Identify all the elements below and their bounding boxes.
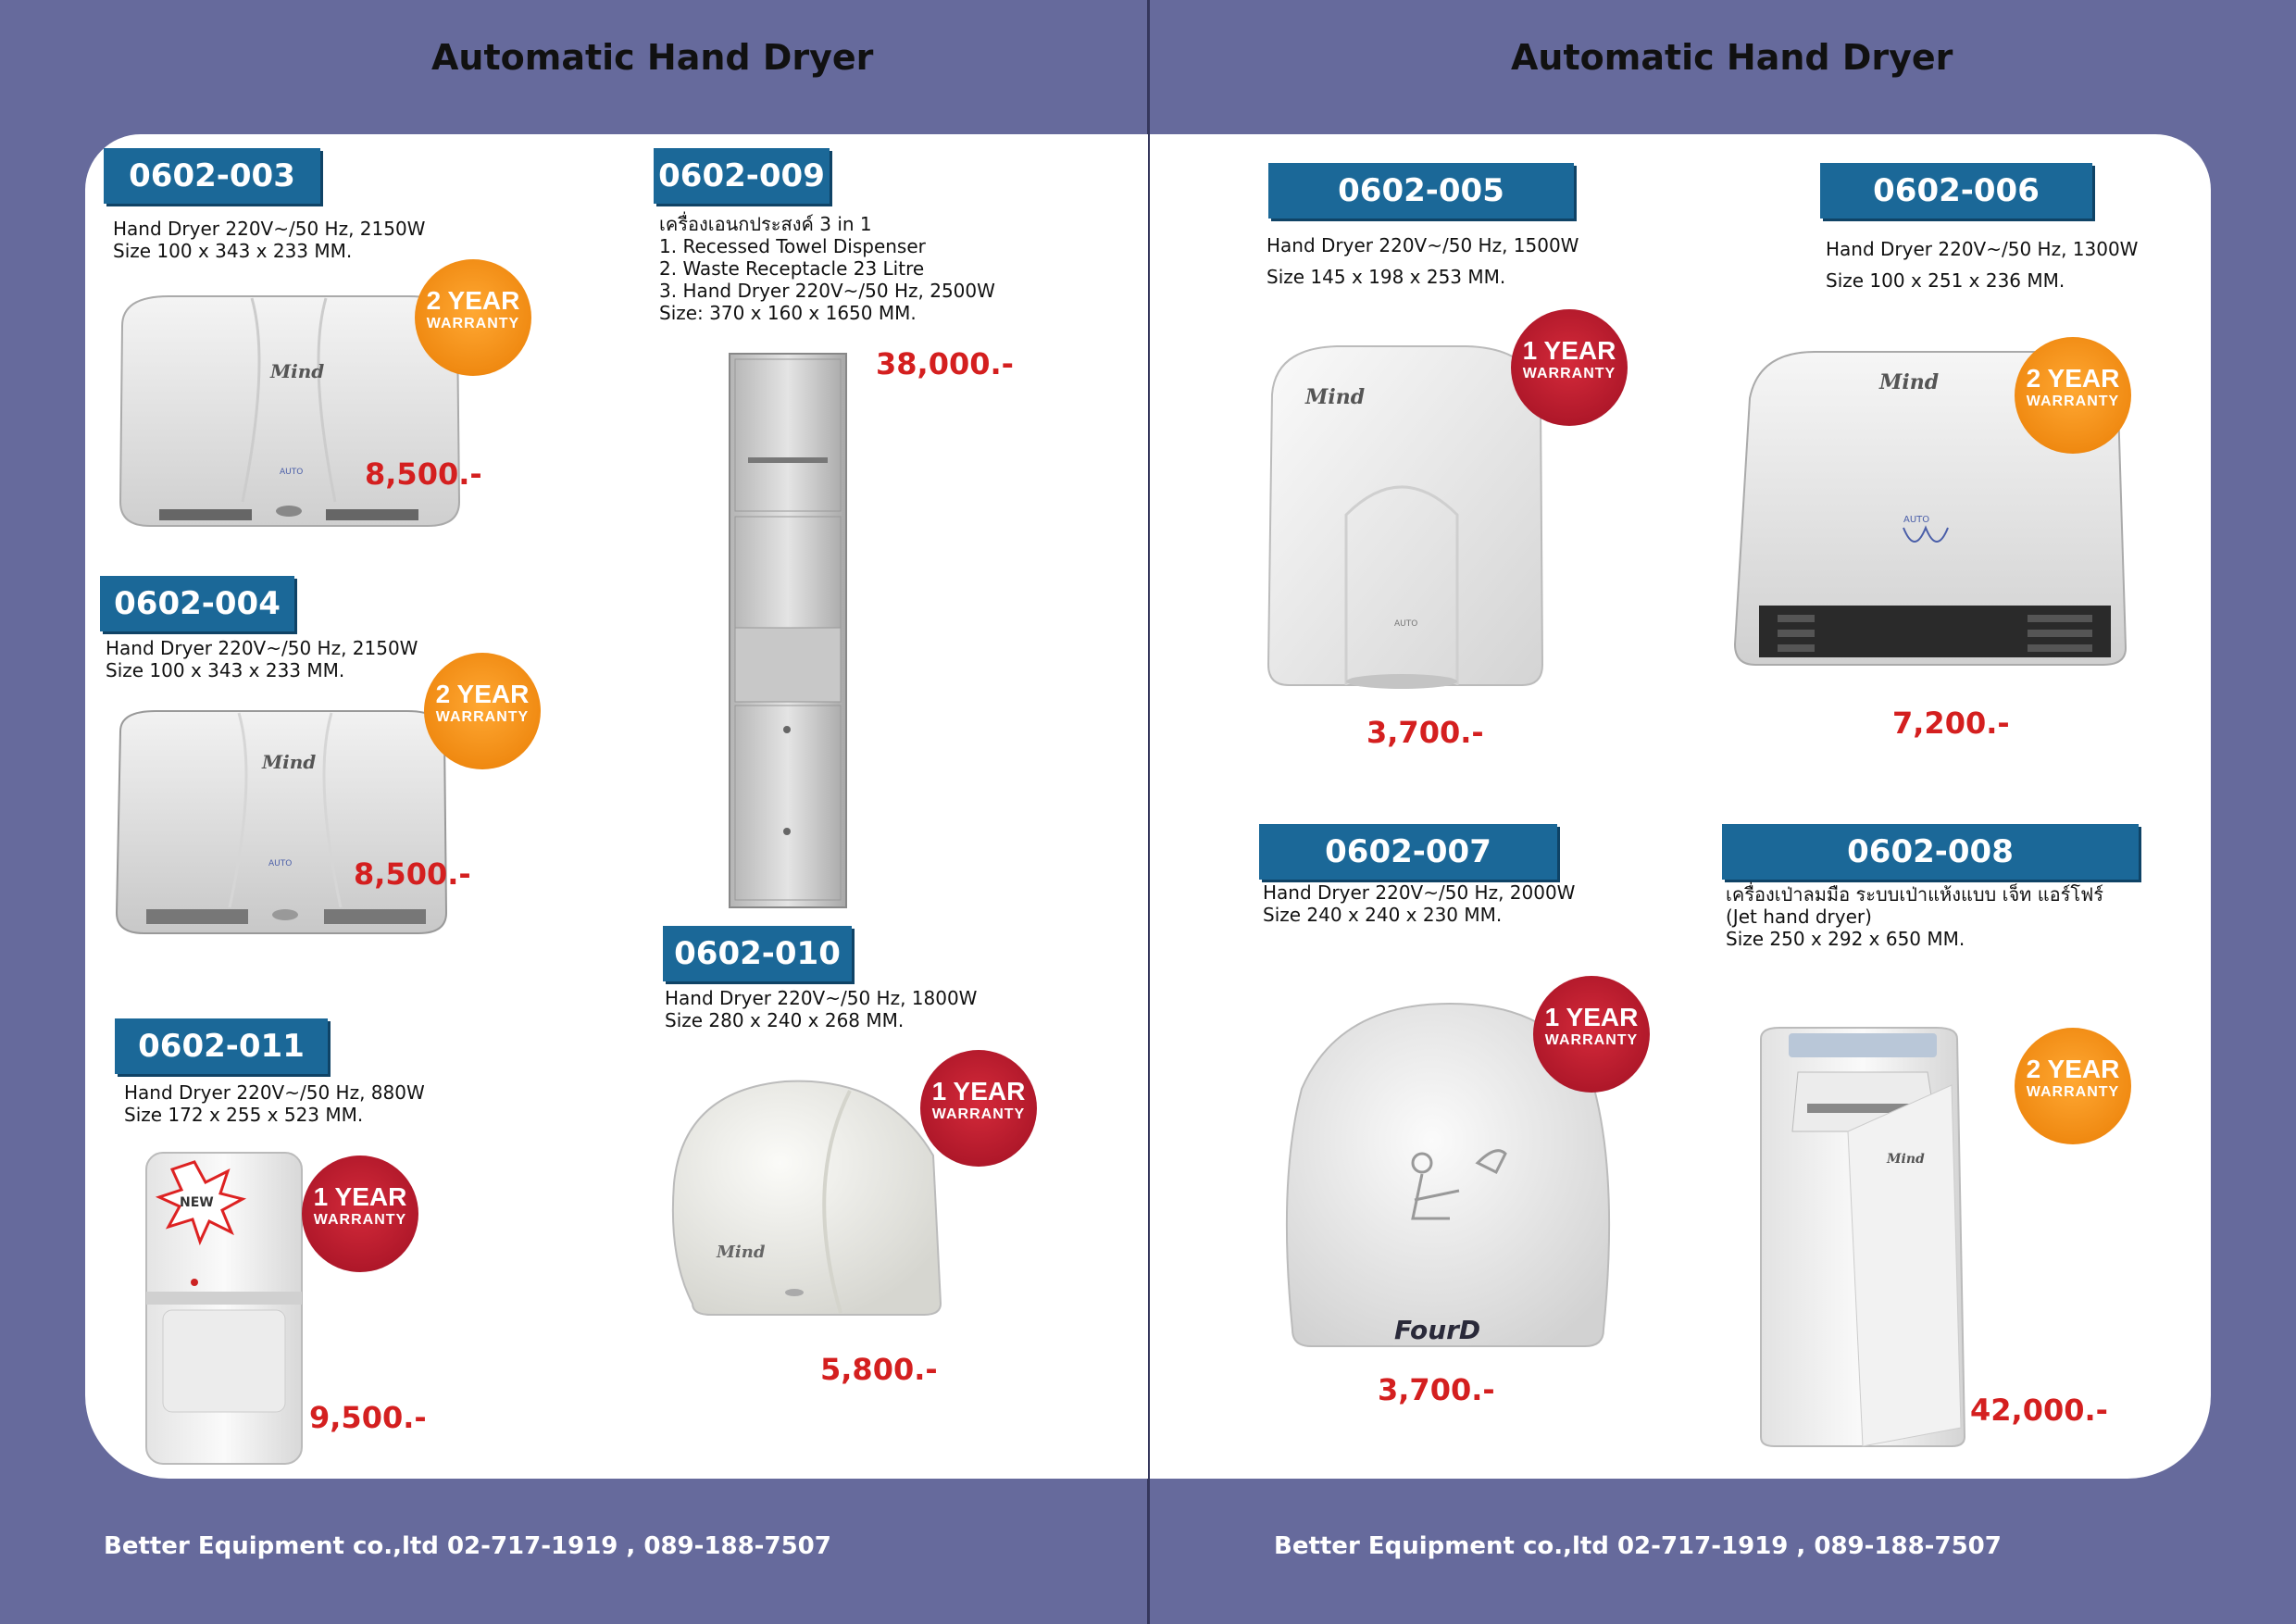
product-spec-0602-007	[1263, 881, 1575, 926]
product-code-0602-005: 0602-005	[1268, 163, 1574, 219]
warranty-label: WARRANTY	[931, 1106, 1026, 1122]
warranty-label: WARRANTY	[435, 709, 530, 725]
svg-text:NEW: NEW	[180, 1195, 214, 1210]
warranty-badge-0602-004	[424, 653, 541, 769]
spec-line: Hand Dryer 220V~/50 Hz, 1500W	[1267, 234, 1579, 256]
product-code-0602-007: 0602-007	[1259, 824, 1557, 880]
product-code-0602-011: 0602-011	[115, 1018, 328, 1074]
spec-line: Size 280 x 240 x 268 MM.	[665, 1009, 905, 1031]
product-code-0602-009: 0602-009	[654, 148, 830, 204]
product-price-0602-004: 8,500.-	[354, 856, 471, 892]
spec-line: Hand Dryer 220V~/50 Hz, 2000W	[1263, 881, 1576, 904]
warranty-years: 1 YEAR	[931, 1077, 1026, 1106]
product-spec-0602-006	[1826, 233, 2138, 296]
hand-dryer-image-0602-005	[1263, 339, 1546, 698]
svg-text:FourD: FourD	[1394, 1315, 1481, 1345]
hand-dryer-image-0602-003	[113, 289, 465, 533]
svg-text:Mind: Mind	[1879, 370, 1940, 394]
spec-line: เครื่องเป่าลมมือ ระบบเป่าแห้งแบบ เจ็ท แอร์โฟร์	[1726, 883, 2103, 906]
warranty-badge-0602-011	[302, 1156, 418, 1272]
warranty-label: WARRANTY	[1522, 366, 1616, 381]
left-footer-contact: Better Equipment co.,ltd 02-717-1919 , 089-188-7507	[104, 1532, 831, 1560]
warranty-badge-0602-003	[415, 259, 531, 376]
product-price-0602-008: 42,000.-	[1970, 1393, 2108, 1428]
spec-line: Size 240 x 240 x 230 MM.	[1263, 904, 1503, 926]
warranty-badge-0602-007	[1533, 976, 1650, 1093]
spec-line: Size 100 x 343 x 233 MM.	[113, 240, 353, 262]
product-spec-0602-005	[1267, 230, 1578, 293]
product-spec-0602-010	[665, 987, 977, 1031]
warranty-badge-0602-010	[920, 1050, 1037, 1167]
hand-dryer-image-0602-011	[139, 1143, 311, 1471]
spec-line: Hand Dryer 220V~/50 Hz, 880W	[124, 1081, 425, 1104]
svg-text:Mind: Mind	[717, 1243, 766, 1262]
product-price-0602-007: 3,700.-	[1378, 1372, 1495, 1407]
spec-line: Size 100 x 251 x 236 MM.	[1826, 269, 2065, 292]
product-price-0602-011: 9,500.-	[309, 1400, 427, 1435]
warranty-years: 2 YEAR	[2026, 364, 2120, 393]
warranty-label: WARRANTY	[2026, 394, 2120, 409]
product-price-0602-010: 5,800.-	[820, 1352, 938, 1387]
spec-line: Hand Dryer 220V~/50 Hz, 2150W	[113, 218, 426, 240]
spec-line: Size 172 x 255 x 523 MM.	[124, 1104, 364, 1126]
warranty-label: WARRANTY	[426, 316, 520, 331]
spec-line: 2. Waste Receptacle 23 Litre	[659, 257, 925, 280]
product-code-0602-006: 0602-006	[1820, 163, 2092, 219]
svg-text:Mind: Mind	[1305, 385, 1366, 409]
product-spec-0602-009	[659, 213, 995, 324]
svg-text:Mind: Mind	[270, 360, 325, 382]
warranty-years: 2 YEAR	[435, 680, 530, 708]
spec-line: Hand Dryer 220V~/50 Hz, 1300W	[1826, 238, 2139, 260]
left-page-title: Automatic Hand Dryer	[431, 37, 874, 78]
towel-dispenser-image-0602-009	[726, 350, 850, 911]
warranty-badge-0602-006	[2015, 337, 2131, 454]
product-price-0602-003: 8,500.-	[365, 456, 482, 492]
svg-text:AUTO: AUTO	[268, 859, 293, 868]
warranty-years: 1 YEAR	[1544, 1003, 1639, 1031]
product-price-0602-009: 38,000.-	[876, 346, 1014, 381]
spec-line: เครื่องเอนกประสงค์ 3 in 1	[659, 213, 872, 235]
spec-line: Hand Dryer 220V~/50 Hz, 2150W	[106, 637, 418, 659]
spec-line: Hand Dryer 220V~/50 Hz, 1800W	[665, 987, 978, 1009]
warranty-years: 2 YEAR	[2026, 1055, 2120, 1083]
product-code-0602-008: 0602-008	[1722, 824, 2139, 880]
svg-text:AUTO: AUTO	[280, 468, 304, 477]
product-spec-0602-003	[113, 218, 425, 262]
warranty-label: WARRANTY	[2026, 1084, 2120, 1100]
spec-line: Size 100 x 343 x 233 MM.	[106, 659, 345, 681]
product-price-0602-005: 3,700.-	[1366, 715, 1484, 750]
warranty-badge-0602-008	[2015, 1028, 2131, 1144]
spec-line: 3. Hand Dryer 220V~/50 Hz, 2500W	[659, 280, 995, 302]
warranty-label: WARRANTY	[1544, 1032, 1639, 1048]
svg-text:Mind: Mind	[262, 751, 317, 773]
right-page-title: Automatic Hand Dryer	[1511, 37, 1953, 78]
spec-line: (Jet hand dryer)	[1726, 906, 1872, 928]
spec-line: 1. Recessed Towel Dispenser	[659, 235, 926, 257]
hand-dryer-image-0602-004	[109, 704, 454, 939]
product-spec-0602-004	[106, 637, 418, 681]
product-price-0602-006: 7,200.-	[1892, 706, 2010, 741]
hand-dryer-image-0602-008	[1752, 1020, 1974, 1450]
warranty-years: 1 YEAR	[313, 1182, 407, 1211]
warranty-years: 2 YEAR	[426, 286, 520, 315]
product-spec-0602-008	[1726, 883, 2103, 950]
spec-line: Size 250 x 292 x 650 MM.	[1726, 928, 1965, 950]
spec-line: Size: 370 x 160 x 1650 MM.	[659, 302, 917, 324]
product-spec-0602-011	[124, 1081, 425, 1126]
hand-dryer-image-0602-010	[665, 1072, 946, 1322]
svg-text:Mind: Mind	[1887, 1152, 1925, 1167]
spec-line: Size 145 x 198 x 253 MM.	[1267, 266, 1506, 288]
svg-text:AUTO: AUTO	[1394, 619, 1418, 629]
warranty-badge-0602-005	[1511, 309, 1628, 426]
product-code-0602-004: 0602-004	[100, 576, 294, 631]
svg-text:AUTO: AUTO	[1903, 515, 1930, 525]
warranty-years: 1 YEAR	[1522, 336, 1616, 365]
warranty-label: WARRANTY	[313, 1212, 407, 1228]
product-code-0602-003: 0602-003	[104, 148, 320, 204]
product-code-0602-010: 0602-010	[663, 926, 852, 981]
right-footer-contact: Better Equipment co.,ltd 02-717-1919 , 089-188-7507	[1274, 1532, 2002, 1560]
